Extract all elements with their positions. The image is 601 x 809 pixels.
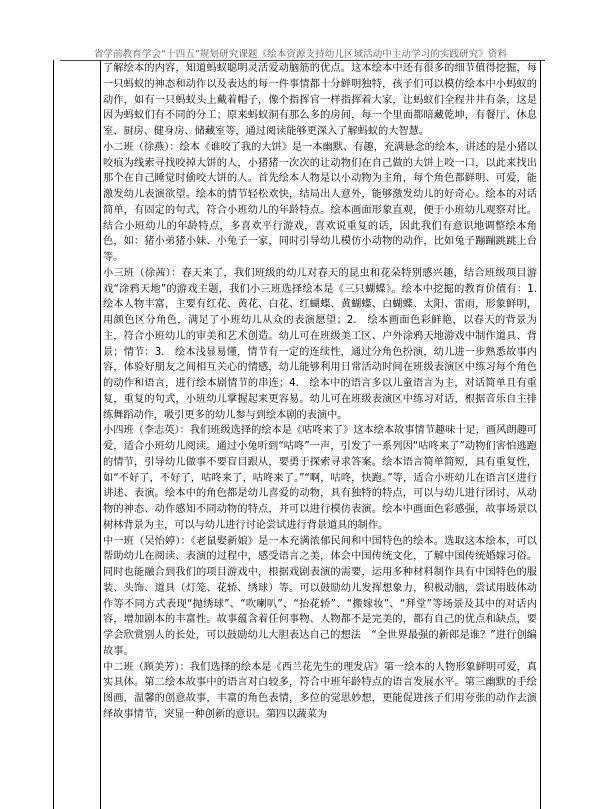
paragraph-xiao-san-ban: 小三班（徐茜）：春天来了，我们班级的幼儿对春天的昆虫和花朵特别感兴趣，结合班级项目游戏“涂鸦天地”的游戏主题，我们小三班选择绘本是《三只蝴蝶》。绘本中挖掘的教育价值有：1. 绘本人物丰富，主要有红花、黄花、白花、红蝴蝶、黄蝴蝶、白蝴蝶、太阳、雷雨，形象鲜明，用颜色区分角色，满足了小班幼儿从众的表演愿望；2. 绘本画面色彩鲜艳，以春天的背景为主，符合小班幼儿的审美和艺术创造。幼儿可在班级美工区、户外涂鸦天地游戏中制作道具、背景；情节：3. 绘本浅显易懂，情节有一定的连续性，通过分角色扮演，幼儿进一步熟悉故事内容，体验好朋友之间相互关心的情感，幼儿能够利用日常活动时间在班级表演区中练习每个角色的动作和语言，进行绘本剧情节的串连；4. 绘本中的语言多以儿童语言为主，对话简单且有重复，重复的句式，小班幼儿掌握起来更容易。幼儿可在班级表演区中练习对话，根据音乐自主排练舞蹈动作，吸引更多的幼儿参与到绘本剧的表演中。 — [103, 267, 548, 421]
document-table — [53, 60, 548, 809]
paragraph-xiao-si-ban: 小四班（李志英）：我们班级选择的绘本是《咕咚来了》这本绘本故事情节趣味十足，画风朗趣可爱，适合小班幼儿阅读。通过小兔听到“咕咚”一声，引发了一系列因“咕咚来了”动物们害怕逃跑的情节，引导幼儿做事不要盲目跟从，要勇于探索寻求答案。绘本语言简单简短，具有重复性，如“不好了，不好了，咕咚来了，咕咚来了。”“啊，咕咚，快跑。”等，适合小班幼儿在语言区进行讲述、表演。绘本中的角色都是幼儿喜爱的动物，具有独特的特点，可以与幼儿进行团讨，从动物的神态、动作感知不同动物的特点，并可以进行模仿表演。绘本中画面色彩感强，故事场景以树林背景为主，可以与幼儿进行讨论尝试进行背景道具的制作。 — [103, 425, 537, 531]
table-left-column — [54, 60, 101, 809]
paragraph-ant-book: 了解绘本的内容，知道蚂蚁聪明灵活爱动脑筋的优点。这本绘本中还有很多的细节值得挖掘，每一只蚂蚁的神态和动作以及表达的每一件事情都十分鲜明独特，孩子们可以模仿绘本中小蚂蚁的动作，如有一只蚂蚁头上戴着帽子，像个指挥官一样指挥着大家，让蚂蚁们全程井井有条，这是因为蚂蚁们有不同的分工；原来蚂蚁洞有那么多的房间，每一个里面都暗藏乾坤，有餐厅、休息室、厨房、健身房、储藏室等，通过阅读能够更深入了解蚂蚁的大智慧。 — [103, 63, 537, 137]
page-header: 省学前教育学会“十四五”规划研究课题《绘本资源支持幼儿区域活动中主动学习的实践研究》资料 — [93, 49, 508, 60]
paragraph-xiao-er-ban: 小二班（徐燕）：绘本《谁咬了我的大饼》是一本幽默、有趣，充满悬念的绘本，讲述的是小猪以咬痕为线索寻找咬掉大饼的人，小猪猪一次次的让动物们在自己做的大饼上咬一口，以此来找出那个在自己睡觉时偷咬大饼的人。首先绘本人物是以小动物为主角，每个角色都鲜明、可爱，能激发幼儿表演欲望。绘本的情节轻松欢快，结局出人意外，能够激发幼儿的好奇心。绘本的对话简单，有固定的句式，符合小班幼儿的年龄特点。绘本画面形象直观，便于小班幼儿观察对比。结合小班幼儿的年龄特点，多喜欢平行游戏，喜欢说重复的话，因此我们有意识地调整绘本角色，如：猪小弟猪小妹、小兔子一家，同时引导幼儿模仿小动物的动作，比如兔子蹦蹦跳跳上台等。 — [103, 141, 537, 263]
paragraph-zhong-yi-ban: 中一班（吴怡婷）：《老鼠娶新娘》是一本充满浓郁民间和中国特色的绘本。选取这本绘本，可以帮助幼儿在阅读、表演的过程中，感受语言之美，体会中国传统文化，了解中国传统婚嫁习俗。同时也能融合到我们的项目游戏中，根据戏剧表演的需要，运用多种材料制作具有中国特色的服装、头饰、道具（灯笼、花轿、绣球）等。可以鼓励幼儿发挥想象力，积极动脑，尝试用肢体动作等不同方式表现“抛绣球”、“吹喇叭”、“抬花轿”、“搬嫁妆”、“拜堂”等场景及其中的对话内容，增加剧本的丰富性。故事蕴含着任何事物、人物都不是完美的，都有自己的优点和缺点，要学会欣赏别人的长处，可以鼓励幼儿大胆表达自己的想法 “全世界最强的新郎是谁？”进行创编故事。 — [103, 535, 537, 657]
paragraph-zhong-er-ban: 中二班（顾美芳）：我们选择的绘本是《西兰花先生的理发店》第一绘本的人物形象鲜明可爱，真实具体。第二绘本故事中的语言对白较多，符合中班年龄特点的语言发展水平。第三幽默的手绘图画，温馨的创意故事，丰富的角色表情，多位的觉思妙想，更能促进孩子们用夸张的动作去演绎故事情节，突显一种创新的意识。第四以蔬菜为 — [103, 661, 537, 720]
table-content-cell — [103, 61, 548, 808]
